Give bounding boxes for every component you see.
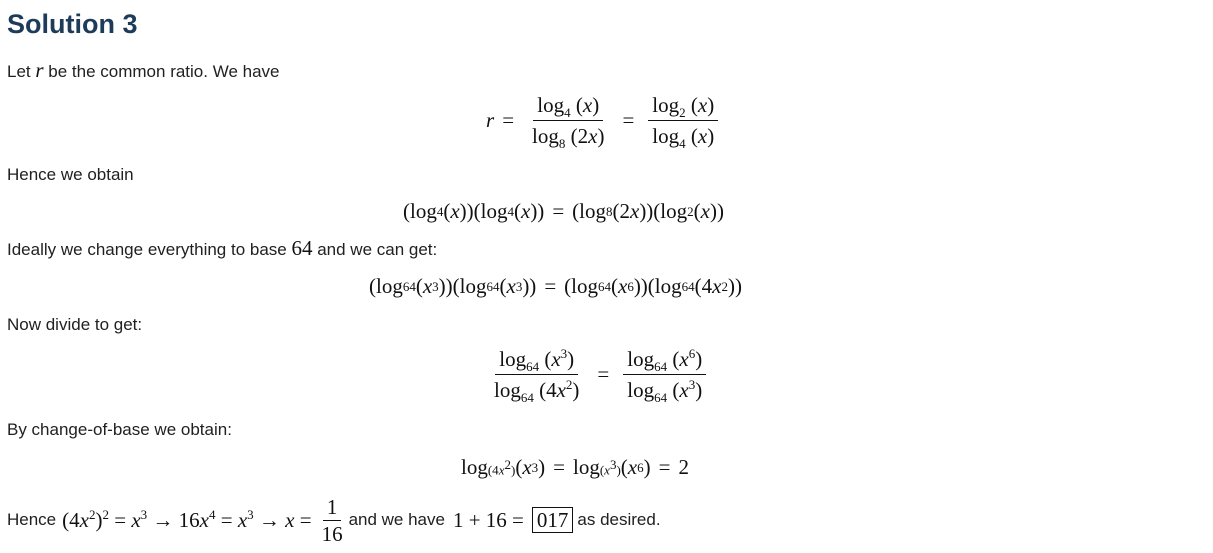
equation-divided: $\frac{\log_{64} (x^3)}{\log_{64} (4x^2)}$ = $\frac{\log_{64} (x^6)}{\log_{64} (x^3)}$ — [484, 346, 712, 403]
paragraph-divide: Now divide to get: — [7, 315, 143, 334]
text-hence: Hence — [7, 510, 57, 529]
paragraph-change-of-base: By change-of-base we obtain: — [7, 420, 232, 439]
text-let: Let — [7, 62, 31, 81]
text-and-we-have: and we have — [348, 510, 445, 529]
text-common-ratio: be the common ratio. We have — [48, 62, 280, 81]
equation-log-equal: log $(4x^2)$ ( x 3 ) = log $(x^3)$ ( x 6 ) = 2 — [461, 455, 689, 479]
text-and-we-can-get: and we can get: — [317, 240, 438, 259]
answer-box: 017 — [532, 507, 574, 533]
math-sum: 1 + 16 = — [452, 507, 524, 532]
paragraph-change-base — [7, 237, 437, 261]
equation-product: (log 4 ( x ))(log 4 ( x )) = (log 8 (2 x ))(log 2 ( x )) — [403, 199, 724, 223]
math-chain: $(4x^2)^2 = x^3 \to 16x^4 = x^3 \to x$ = — [62, 506, 312, 532]
math-var-r: r — [35, 58, 44, 82]
fraction-numerator: 1 — [323, 496, 342, 521]
paragraph-common-ratio — [7, 59, 280, 83]
final-line — [7, 492, 661, 548]
equation-ratio: r = $\frac{\log_4 (x)}{\log_8 (2x)}$ = $\frac{\log_2 (x)}{\log_4 (x)}$ — [486, 92, 724, 149]
equation-base64: (log 64 ( x 3 ))(log 64 ( x 3 )) = (log 64 ( x 6 ))(log 64 (4 x 2 )) — [369, 274, 742, 298]
fraction-one-sixteenth — [318, 496, 347, 545]
solution-heading: Solution 3 — [7, 9, 138, 39]
fraction-denominator: 16 — [321, 521, 343, 546]
text-as-desired: as desired. — [577, 510, 661, 529]
math-64: 64 — [291, 236, 313, 260]
text-ideally: Ideally we change everything to base — [7, 240, 287, 259]
paragraph-hence-obtain: Hence we obtain — [7, 165, 134, 184]
